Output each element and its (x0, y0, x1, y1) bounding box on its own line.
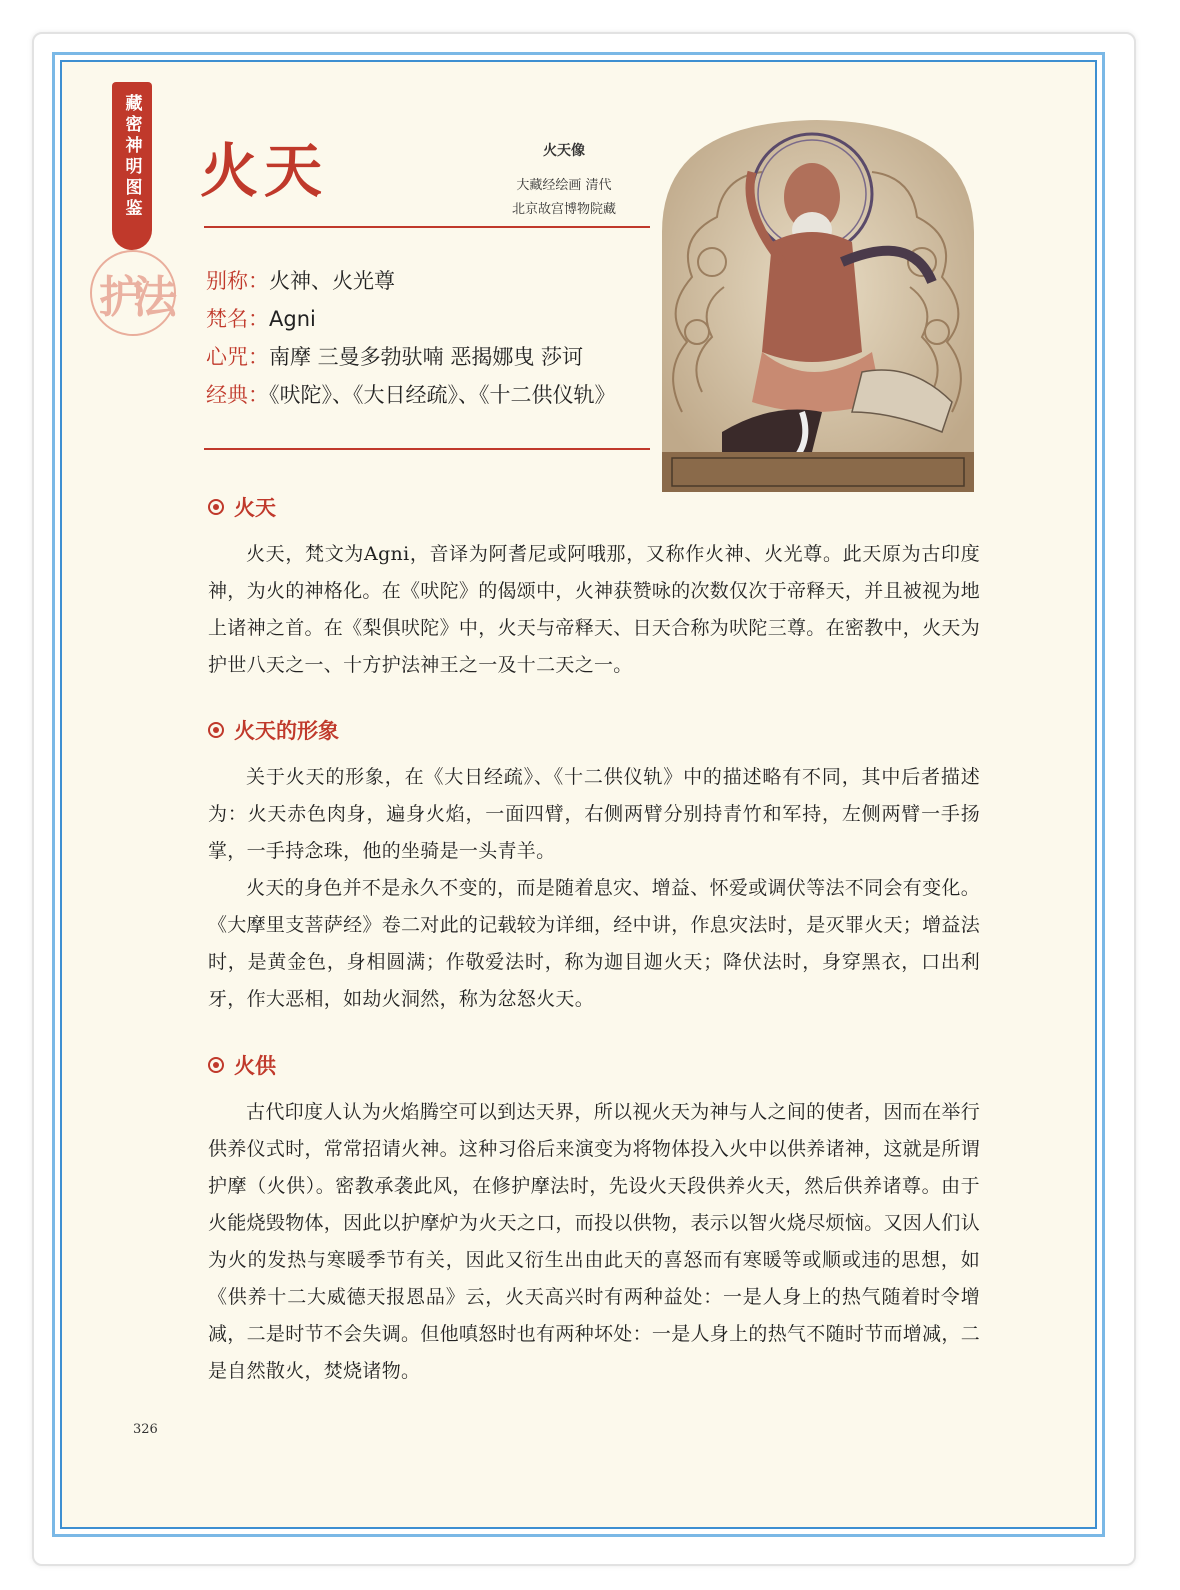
page-title: 火天 (200, 137, 329, 205)
info-value: 《吠陀》、《大日经疏》、《十二供仪轨》 (269, 383, 616, 407)
info-row-alias (206, 262, 656, 300)
section-heading-text: 火天的形象 (234, 719, 339, 743)
info-row-scriptures (206, 376, 656, 414)
paragraph: 火天的身色并不是永久不变的，而是随着息灾、增益、怀爱或调伏等法不同会有变化。《大摩里支菩萨经》卷二对此的记载较为详细，经中讲，作息灾法时，是灭罪火天；增益法时，是黄金色，身相圆满；作敬爱法时，称为迦目迦火天；降伏法时，身穿黑衣，口出利牙，作大恶相，如劫火洞然，称为忿怒火天。 (208, 877, 981, 1010)
section-heading-text: 火供 (234, 1054, 276, 1078)
info-label: 心咒： (206, 345, 269, 369)
side-tab (112, 82, 152, 250)
title-divider (204, 226, 650, 228)
caption-line-2: 北京故宫博物院藏 (511, 202, 616, 217)
bullet-circle-icon (208, 499, 224, 515)
paragraph: 关于火天的形象，在《大日经疏》、《十二供仪轨》中的描述略有不同，其中后者描述为：火天赤色肉身，遍身火焰，一面四臂，右侧两臂分别持青竹和军持，左侧两臂一手扬掌，一手持念珠，他的坐骑是一头青羊。 (208, 766, 980, 862)
info-row-mantra (206, 338, 656, 376)
bullet-circle-icon (208, 722, 224, 738)
image-caption (488, 140, 640, 222)
paragraph: 古代印度人认为火焰腾空可以到达天界，所以视火天为神与人之间的使者，因而在举行供养仪式时，常常招请火神。这种习俗后来演变为将物体投入火中以供养诸神，这就是所谓护摩（火供）。密教承袭此风，在修护摩法时，先设火天段供养火天，然后供养诸尊。由于火能烧毁物体，因此以护摩炉为火天之口，而投以供物，表示以智火烧尽烦恼。又因人们认为火的发热与寒暖季节有关，因此又衍生出由此天的喜怒而有寒暖等或顺或违的思想，如《供养十二大威德天报恩品》云，火天高兴时有两种益处：一是人身上的热气随着时令增减，二是时节不会失调。但他嗔怒时也有两种坏处：一是人身上的热气不随时节而增减，二是自然散火，焚烧诸物。 (208, 1101, 981, 1382)
info-label: 梵名： (206, 307, 269, 331)
info-value: 火神、火光尊 (269, 269, 395, 293)
caption-line-1: 大藏经绘画 清代 (516, 178, 612, 193)
agni-thangka-image (652, 112, 982, 492)
paragraph: 火天，梵文为Agni，音译为阿耆尼或阿哦那，又称作火神、火光尊。此天原为古印度神，为火的神格化。在《吠陀》的偈颂中，火神获赞咏的次数仅次于帝释天，并且被视为地上诸神之首。在《梨俱吠陀》中，火天与帝释天、日天合称为吠陀三尊。在密教中，火天为护世八天之一、十方护法神王之一及十二天之一。 (208, 543, 981, 676)
info-value: 南摩 三曼多勃驮喃 恶揭娜曳 莎诃 (269, 345, 584, 369)
info-row-sanskrit (206, 300, 656, 338)
section-heading-fire-offering (208, 1050, 276, 1080)
info-label: 经典： (206, 383, 269, 407)
caption-title: 火天像 (543, 143, 585, 159)
page-number: 326 (133, 1422, 158, 1437)
bullet-circle-icon (208, 1057, 224, 1073)
info-value: Agni (269, 307, 316, 331)
section-heading-image (208, 715, 339, 745)
section-heading-huotian (208, 492, 276, 522)
info-label: 别称： (206, 269, 269, 293)
info-block (206, 262, 656, 414)
seal-stamp: 护法 (90, 250, 176, 336)
info-divider (204, 448, 650, 450)
section-heading-text: 火天 (234, 496, 276, 520)
side-tab-label: 藏密神明图鉴 (121, 94, 142, 220)
